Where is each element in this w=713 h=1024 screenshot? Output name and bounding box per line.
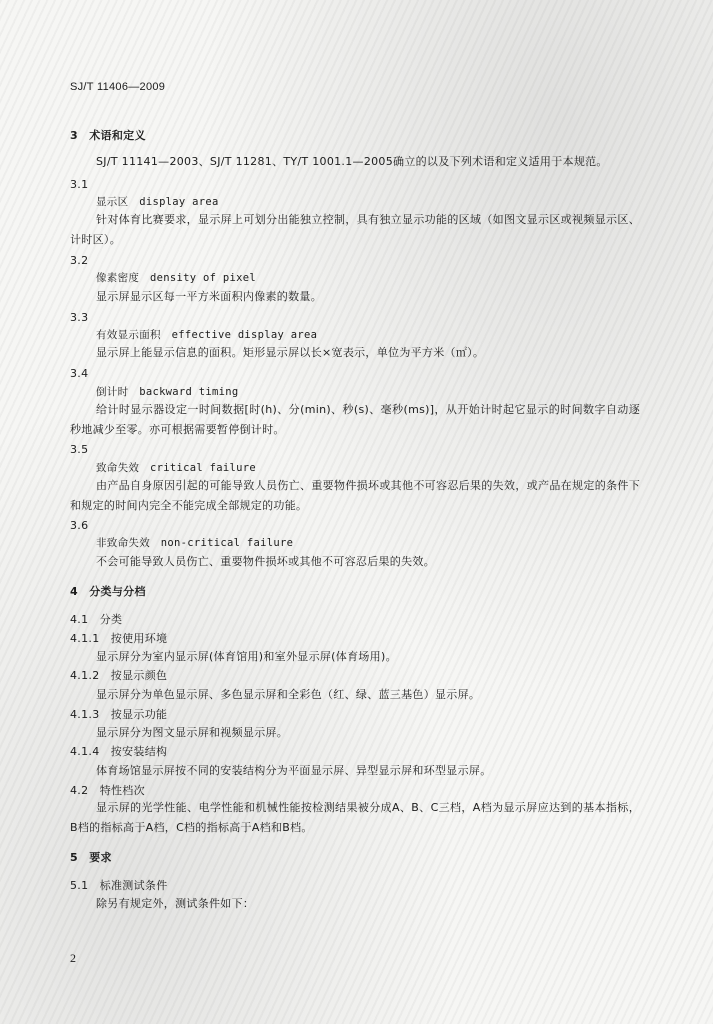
term-3-2-title: 像素密度 density of pixel [96,272,256,284]
term-3-5-definition: 由产品自身原因引起的可能导致人员伤亡、重要物件损坏或其他不可容忍后果的失效，或产品在规定的条件下和规定的时间内完全不能完成全部规定的功能。 [70,479,640,512]
term-3-1-definition: 针对体育比赛要求，显示屏上可划分出能独立控制，具有独立显示功能的区域（如图文显示区或视频显示区、计时区）。 [70,213,640,246]
section-4-1-1-heading: 4.1.1 按使用环境 [70,632,168,645]
standard-code-header: SJ/T 11406—2009 [70,81,166,93]
term-3-3-title: 有效显示面积 effective display area [96,329,318,341]
section-4-title: 4 分类与分档 [70,585,146,598]
term-3-1-title: 显示区 display area [96,196,219,208]
page-number: 2 [70,951,77,965]
term-3-4-number: 3.4 [70,367,89,380]
section-4-2-heading: 4.2 特性档次 [70,784,145,797]
section-4-1-heading: 4.1 分类 [70,613,123,626]
section-4-1-3-heading: 4.1.3 按显示功能 [70,708,168,721]
section-5-1-text: 除另有规定外，测试条件如下： [96,897,255,910]
term-3-3-number: 3.3 [70,311,89,324]
section-4-1-2-heading: 4.1.2 按显示颜色 [70,669,168,682]
section-4-1-4-text: 体育场馆显示屏按不同的安装结构分为平面显示屏、异型显示屏和环型显示屏。 [96,764,492,777]
term-3-5-title: 致命失效 critical failure [96,462,256,474]
term-3-1-number: 3.1 [70,178,89,191]
section-4-1-4-heading: 4.1.4 按安装结构 [70,745,168,758]
term-3-3-definition: 显示屏上能显示信息的面积。矩形显示屏以长×宽表示，单位为平方米（㎡）。 [96,346,485,359]
term-3-2-definition: 显示屏显示区每一平方米面积内像素的数量。 [96,290,322,303]
section-5-1-heading: 5.1 标准测试条件 [70,879,168,892]
term-3-6-number: 3.6 [70,519,89,532]
section-4-1-1-text: 显示屏分为室内显示屏(体育馆用)和室外显示屏(体育场用)。 [96,650,397,663]
section-4-2-text: 显示屏的光学性能、电学性能和机械性能按检测结果被分成A、B、C三档，A档为显示屏应达到的基本指标，B档的指标高于A档，C档的指标高于A档和B档。 [70,801,640,834]
term-3-2-number: 3.2 [70,254,89,267]
term-3-4-definition: 给计时显示器设定一时间数据[时(h)、分(min)、秒(s)、毫秒(ms)]，从开始计时起它显示的时间数字自动逐秒地减少至零。亦可根据需要暂停倒计时。 [70,403,640,436]
section-4-1-3-text: 显示屏分为图文显示屏和视频显示屏。 [96,726,289,739]
term-3-6-title: 非致命失效 non-critical failure [96,537,294,549]
term-3-4-title: 倒计时 backward timing [96,386,239,398]
section-3-intro: SJ/T 11141—2003、SJ/T 11281、TY/T 1001.1—2005确立的以及下列术语和定义适用于本规范。 [96,155,608,168]
term-3-5-number: 3.5 [70,443,89,456]
section-5-title: 5 要求 [70,851,112,864]
term-3-6-definition: 不会可能导致人员伤亡、重要物件损坏或其他不可容忍后果的失效。 [96,555,435,568]
section-3-title: 3 术语和定义 [70,129,146,142]
section-4-1-2-text: 显示屏分为单色显示屏、多色显示屏和全彩色（红、绿、蓝三基色）显示屏。 [96,688,481,701]
